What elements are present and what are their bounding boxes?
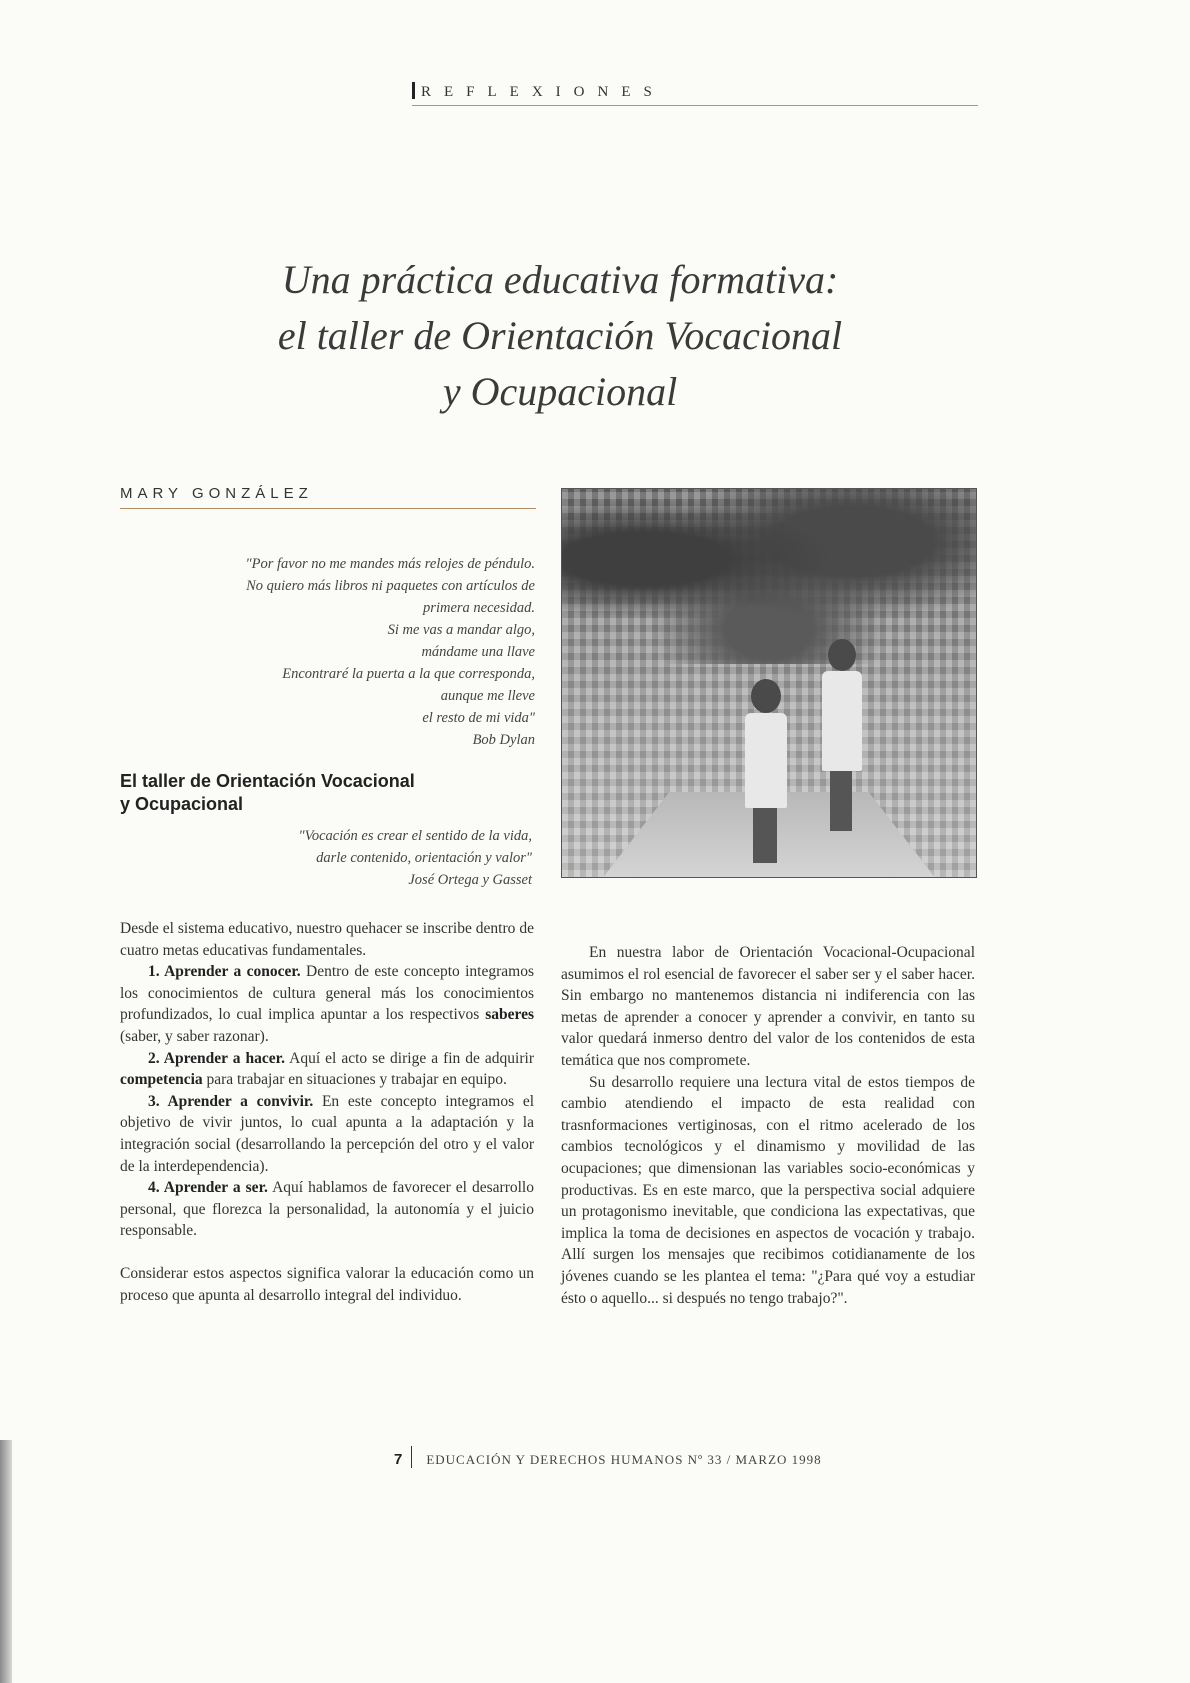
subheading-line-1: El taller de Orientación Vocacional xyxy=(120,771,415,791)
section-marker xyxy=(412,82,415,99)
photo-child-left xyxy=(737,679,797,869)
goal-3: 3. Aprender a convivir. En este concepto integramos el objetivo de vivir juntos, lo cual apunta a la adaptación y la integración social (desarrollando la percepción del otro y el valor de la interdependencia). xyxy=(120,1092,534,1175)
section-label-text: REFLEXIONES xyxy=(421,84,665,100)
epigraph-line: Encontraré la puerta a la que corresponda, xyxy=(282,666,535,682)
closing-paragraph: Considerar estos aspectos significa valorar la educación como un proceso que apunta al desarrollo integral del individuo. xyxy=(120,1264,534,1304)
footer-separator xyxy=(411,1446,412,1468)
author-name: MARY GONZÁLEZ xyxy=(120,485,536,509)
epigraph2-attribution: José Ortega y Gasset xyxy=(408,872,532,888)
section-subheading xyxy=(120,770,540,816)
epigraph-dylan xyxy=(246,553,535,751)
section-label xyxy=(412,82,978,106)
epigraph-line: aunque me lleve xyxy=(440,688,535,704)
goal-1: 1. Aprender a conocer. Dentro de este concepto integramos los conocimientos de cultura general más los conocimientos profundizados, lo cual implica apuntar a los respectivos saberes (saber, y saber razonar). xyxy=(120,963,534,1045)
photo-foliage xyxy=(562,489,976,664)
goal-2-title: 2. Aprender a hacer. xyxy=(148,1049,285,1067)
scan-edge-shadow xyxy=(0,1440,12,1683)
article-title xyxy=(200,252,920,420)
title-line-1: Una práctica educativa formativa: xyxy=(281,257,839,302)
goal-3-title: 3. Aprender a convivir. xyxy=(148,1092,314,1110)
title-line-2: el taller de Orientación Vocacional xyxy=(277,313,843,358)
epigraph-line: "Por favor no me mandes más relojes de péndulo. xyxy=(245,556,535,572)
goal-4-title: 4. Aprender a ser. xyxy=(148,1179,268,1197)
page-footer xyxy=(394,1446,914,1468)
goal-1-title: 1. Aprender a conocer. xyxy=(148,963,301,981)
title-line-3: y Ocupacional xyxy=(442,369,678,414)
goal-2: 2. Aprender a hacer. Aquí el acto se dirige a fin de adquirir competencia para trabajar en situaciones y trabajar en equipo. xyxy=(120,1049,534,1089)
intro-paragraph: Desde el sistema educativo, nuestro quehacer se inscribe dentro de cuatro metas educativas fundamentales. xyxy=(120,920,534,959)
epigraph-line: Si me vas a mandar algo, xyxy=(387,622,535,638)
goal-4: 4. Aprender a ser. Aquí hablamos de favorecer el desarrollo personal, que florezca la personalidad, la autonomía y el juicio responsable. xyxy=(120,1179,534,1240)
article-photo-children xyxy=(561,488,977,878)
publication-info: EDUCACIÓN Y DERECHOS HUMANOS Nº 33 / MARZO 1998 xyxy=(426,1452,822,1467)
right-paragraph-2: Su desarrollo requiere una lectura vital de estos tiempos de cambio atendiendo el impacto de esta realidad con trasnformaciones vertiginosas, con el ritmo acelerado de los cambios tecnológicos y el dinamismo y movilidad de las ocupaciones; que dimensionan las variables socio-económicas y productivas. Es en este marco, que la perspectiva social adquiere un protagonismo inevitable, que condiciona las expectativas, que implica la toma de decisiones en aspectos de vocación y trabajo. Allí surgen los mensajes que recibimos cotidianamente de los jóvenes cuando se les plantea el tema: "¿Para qué voy a estudiar ésto o aquello... si después no tengo trabajo?". xyxy=(561,1073,975,1307)
photo-child-right xyxy=(812,639,872,839)
right-column xyxy=(561,942,975,1309)
epigraph-line: el resto de mi vida" xyxy=(422,710,535,726)
subheading-line-2: y Ocupacional xyxy=(120,794,244,814)
epigraph-ortega xyxy=(299,825,532,891)
epigraph2-line: "Vocación es crear el sentido de la vida, xyxy=(298,828,532,844)
page-number: 7 xyxy=(394,1451,404,1468)
epigraph-line: No quiero más libros ni paquetes con artículos de xyxy=(246,578,535,594)
epigraph-line: mándame una llave xyxy=(421,644,535,660)
epigraph2-line: darle contenido, orientación y valor" xyxy=(316,850,532,866)
epigraph-attribution: Bob Dylan xyxy=(472,732,535,748)
right-paragraph-1: En nuestra labor de Orientación Vocacional-Ocupacional asumimos el rol esencial de favorecer el saber ser y el saber hacer. Sin embargo no mantenemos distancia ni indiferencia con las metas de aprender a conocer y aprender a convivir, en tanto su valor quedará inmerso dentro del valor de los contenidos de esta temática que nos compromete. xyxy=(561,944,975,1069)
left-column xyxy=(120,918,534,1306)
epigraph-line: primera necesidad. xyxy=(423,600,535,616)
